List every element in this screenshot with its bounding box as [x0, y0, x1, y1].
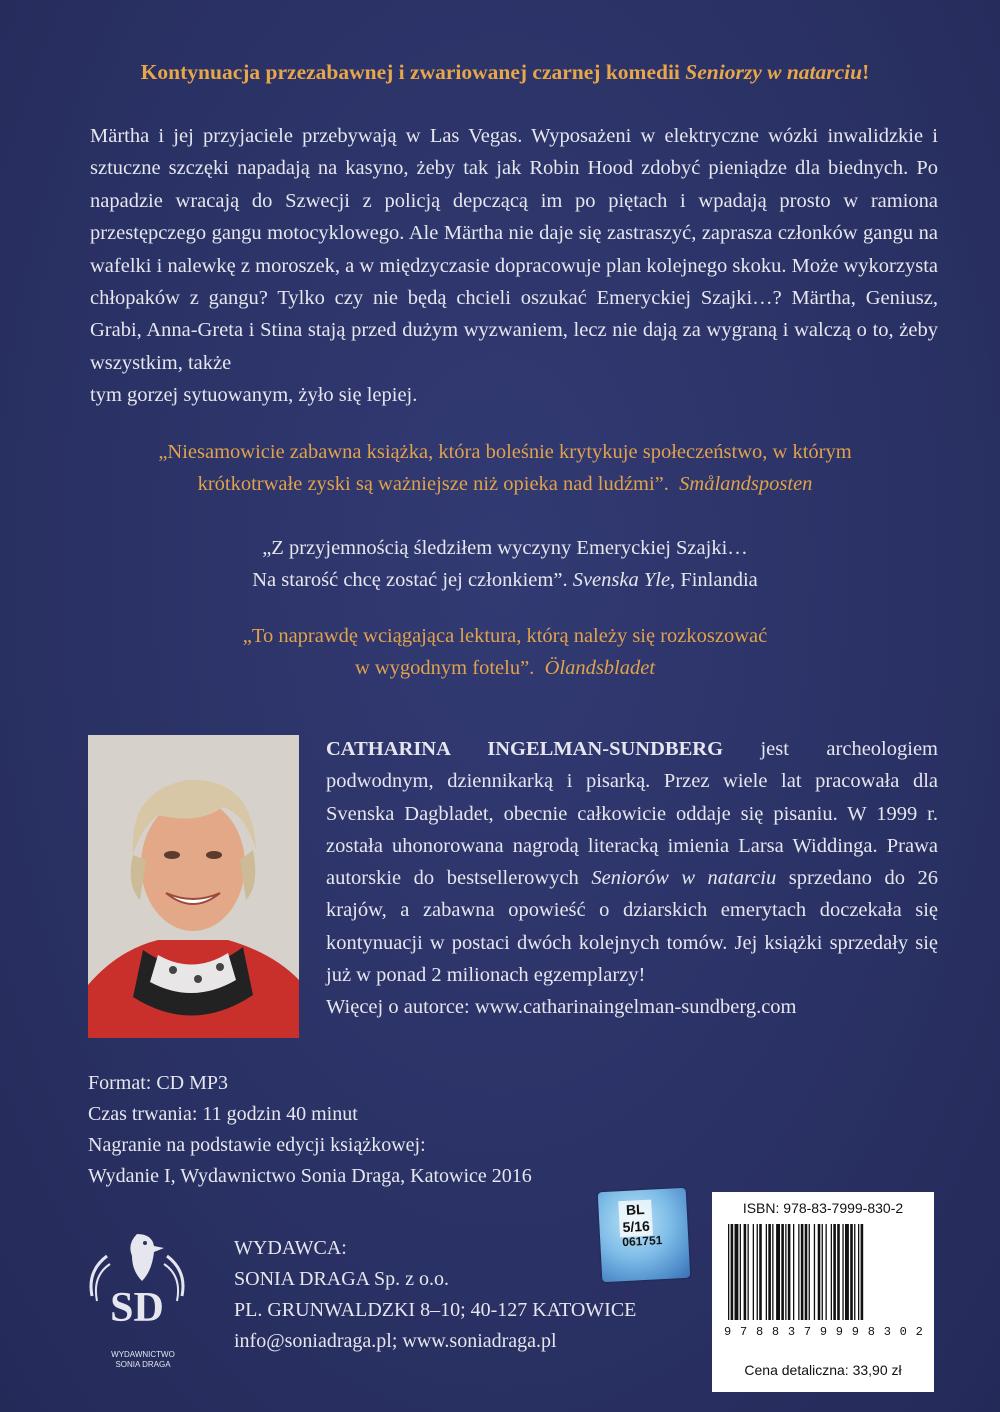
barcode-bar	[837, 1224, 840, 1320]
barcode-bar	[776, 1224, 780, 1320]
author-website: Więcej o autorce: www.catharinaingelman-sundberg.com	[326, 996, 797, 1019]
logo-caption-line: SONIA DRAGA	[115, 1360, 171, 1369]
barcode-bar	[801, 1224, 804, 1320]
isbn-barcode-box	[712, 1192, 934, 1392]
quote-line: Na starość chcę zostać jej członkiem”.	[252, 569, 568, 591]
barcode-bar	[814, 1224, 815, 1320]
author-bio-text: jest archeologiem podwodnym, dziennikarką i pisarką. Przez wiele lat pracowała dla Svenska Dagbladet, obecnie całkowicie oddaje się pisaniu. W 1999 r. została uhonorowana nagrodą literacką imienia Larsa Widdinga. Prawa autorskie do bestsellerowych	[326, 738, 938, 890]
barcode-bar	[788, 1224, 791, 1320]
barcode-bar	[735, 1224, 739, 1320]
barcode-bar	[826, 1224, 827, 1320]
headline-title: Seniorzy w natarciu	[685, 60, 863, 84]
spec-line: Czas trwania: 11 godzin 40 minut	[88, 1103, 358, 1125]
barcode-bar	[798, 1224, 799, 1320]
barcode-bar	[785, 1224, 786, 1320]
barcode-bar	[858, 1224, 859, 1320]
barcode-bar	[850, 1224, 853, 1320]
barcode-digit: 2	[915, 1325, 924, 1339]
barcode-bar	[809, 1224, 810, 1320]
review-quote-2	[70, 532, 940, 596]
spec-line: Nagranie na podstawie edycji książkowej:	[88, 1134, 426, 1156]
logo-letters: SD	[110, 1285, 164, 1331]
barcode-bar	[768, 1224, 771, 1320]
publisher-name: SONIA DRAGA Sp. z o.o.	[234, 1268, 450, 1290]
author-photo	[88, 735, 299, 1038]
headline-end: !	[862, 60, 870, 84]
quote-place: Finlandia	[680, 569, 758, 591]
barcode-digit: 7	[739, 1325, 749, 1339]
barcode-digit: 9	[835, 1325, 844, 1339]
barcode-bar	[772, 1224, 773, 1320]
publisher-contact: info@soniadraga.pl; www.soniadraga.pl	[234, 1330, 557, 1352]
barcode-digit: 3	[883, 1325, 892, 1339]
quote-source: Svenska Yle,	[572, 569, 676, 591]
author-bio-text: sprzedano do 26 krajów, a zabawna opowieść o dziarskich emerytach doczekała się kontynuacji w postaci dwóch kolejnych tomów. Jej książki sprzedały się już w ponad 2 milionach egzemplarzy!	[326, 867, 938, 987]
barcode-bar	[781, 1224, 784, 1320]
barcode-digit: 9	[851, 1325, 860, 1339]
barcode-digit: 3	[787, 1325, 797, 1339]
sticker-line: BL	[625, 1200, 646, 1218]
logo-caption	[96, 1350, 190, 1370]
barcode-digits	[724, 1325, 924, 1339]
barcode-digit: 8	[755, 1325, 765, 1339]
quote-source: Smålandsposten	[679, 473, 813, 495]
barcode-bar	[805, 1224, 808, 1320]
sticker-line: 5/16	[622, 1217, 651, 1236]
retail-price: Cena detaliczna: 33,90 zł	[744, 1362, 902, 1378]
barcode-bar	[822, 1224, 823, 1320]
headline-text: Kontynuacja przezabawnej i zwariowanej czarnej komedii	[140, 60, 686, 84]
barcode-bar	[757, 1224, 758, 1320]
author-bio-title: Seniorów w natarciu	[591, 867, 777, 890]
barcode-bar	[833, 1224, 836, 1320]
barcode-bar	[759, 1224, 762, 1320]
publisher-label: WYDAWCA:	[234, 1237, 347, 1259]
quote-line: „Niesamowicie zabawna książka, która boleśnie krytykuje społeczeństwo, w którym	[158, 441, 852, 463]
barcode-bar	[845, 1224, 849, 1320]
review-quote-1	[70, 436, 940, 500]
barcode-bar	[753, 1224, 754, 1320]
barcode-bar	[744, 1224, 747, 1320]
barcode-bar	[842, 1224, 843, 1320]
publisher-info	[234, 1233, 694, 1357]
barcode-digit: 0	[899, 1325, 908, 1339]
barcode-bar	[818, 1224, 821, 1320]
synopsis-text: Märtha i jej przyjaciele przebywają w Las Vegas. Wyposażeni w elektryczne wózki inwalidzkie i sztuczne szczęki napadają na kasyno, żeby tak jak Robin Hood zdobyć pieniądze dla biednych. Po napadzie wracają do Szwecji z policją depczącą im po piętach i wpadają prosto w ramiona przestępczego gangu motocyklowego. Ale Märtha nie daje się zastraszyć, zaprasza członków gangu na wafelki i nalewkę z moroszek, a w międzyczasie dopracowuje plan kolejnego skoku. Może wykorzysta chłopaków z gangu? Tylko czy nie będą chcieli oszukać Emeryckiej Szajki…? Märtha, Geniusz, Grabi, Anna-Greta i Stina stają przed dużym wyzwaniem, lecz nie dają za wygraną i walczą o to, żeby wszystkim, także	[90, 125, 938, 374]
barcode-bar	[731, 1224, 734, 1320]
barcode-bar	[748, 1224, 749, 1320]
barcode	[724, 1224, 922, 1324]
barcode-digit: 9	[819, 1325, 829, 1339]
sticker-number: 061751	[621, 1233, 663, 1250]
barcode-digit: 7	[803, 1325, 813, 1339]
quote-source: Ölandsbladet	[544, 657, 656, 679]
barcode-bar	[793, 1224, 794, 1320]
barcode-bar	[861, 1224, 864, 1320]
sticker-label	[618, 1200, 653, 1238]
barcode-digit: 9	[724, 1325, 733, 1339]
audio-specs	[88, 1068, 608, 1192]
author-name: CATHARINA INGELMAN-SUNDBERG	[326, 738, 724, 760]
quote-line: w wygodnym fotelu”.	[354, 657, 535, 679]
barcode-digit: 8	[771, 1325, 781, 1339]
headline	[60, 60, 950, 85]
spec-line: Format: CD MP3	[88, 1072, 229, 1094]
barcode-digit: 8	[867, 1325, 876, 1339]
synopsis-last-line: tym gorzej sytuowanym, żyło się lepiej.	[90, 384, 418, 407]
publisher-address: PL. GRUNWALDZKI 8–10; 40-127 KATOWICE	[234, 1299, 637, 1321]
review-quote-3	[70, 620, 940, 684]
quote-line: krótkotrwałe zyski są ważniejsze niż opieka nad ludźmi”.	[197, 473, 669, 495]
barcode-bar	[740, 1224, 741, 1320]
logo-caption-line: WYDAWNICTWO	[111, 1350, 175, 1359]
synopsis	[90, 120, 938, 412]
barcode-bar	[728, 1224, 729, 1320]
author-bio	[326, 733, 938, 1024]
barcode-bar	[766, 1224, 767, 1320]
spec-line: Wydanie I, Wydawnictwo Sonia Draga, Katowice 2016	[88, 1165, 532, 1187]
quote-line: „Z przyjemnością śledziłem wyczyny Emeryckiej Szajki…	[262, 537, 748, 559]
quote-line: „To naprawdę wciągająca lektura, którą należy się rozkoszować	[242, 625, 768, 647]
barcode-bar	[831, 1224, 832, 1320]
isbn-label: ISBN: 978-83-7999-830-2	[742, 1200, 904, 1216]
barcode-bar	[854, 1224, 855, 1320]
